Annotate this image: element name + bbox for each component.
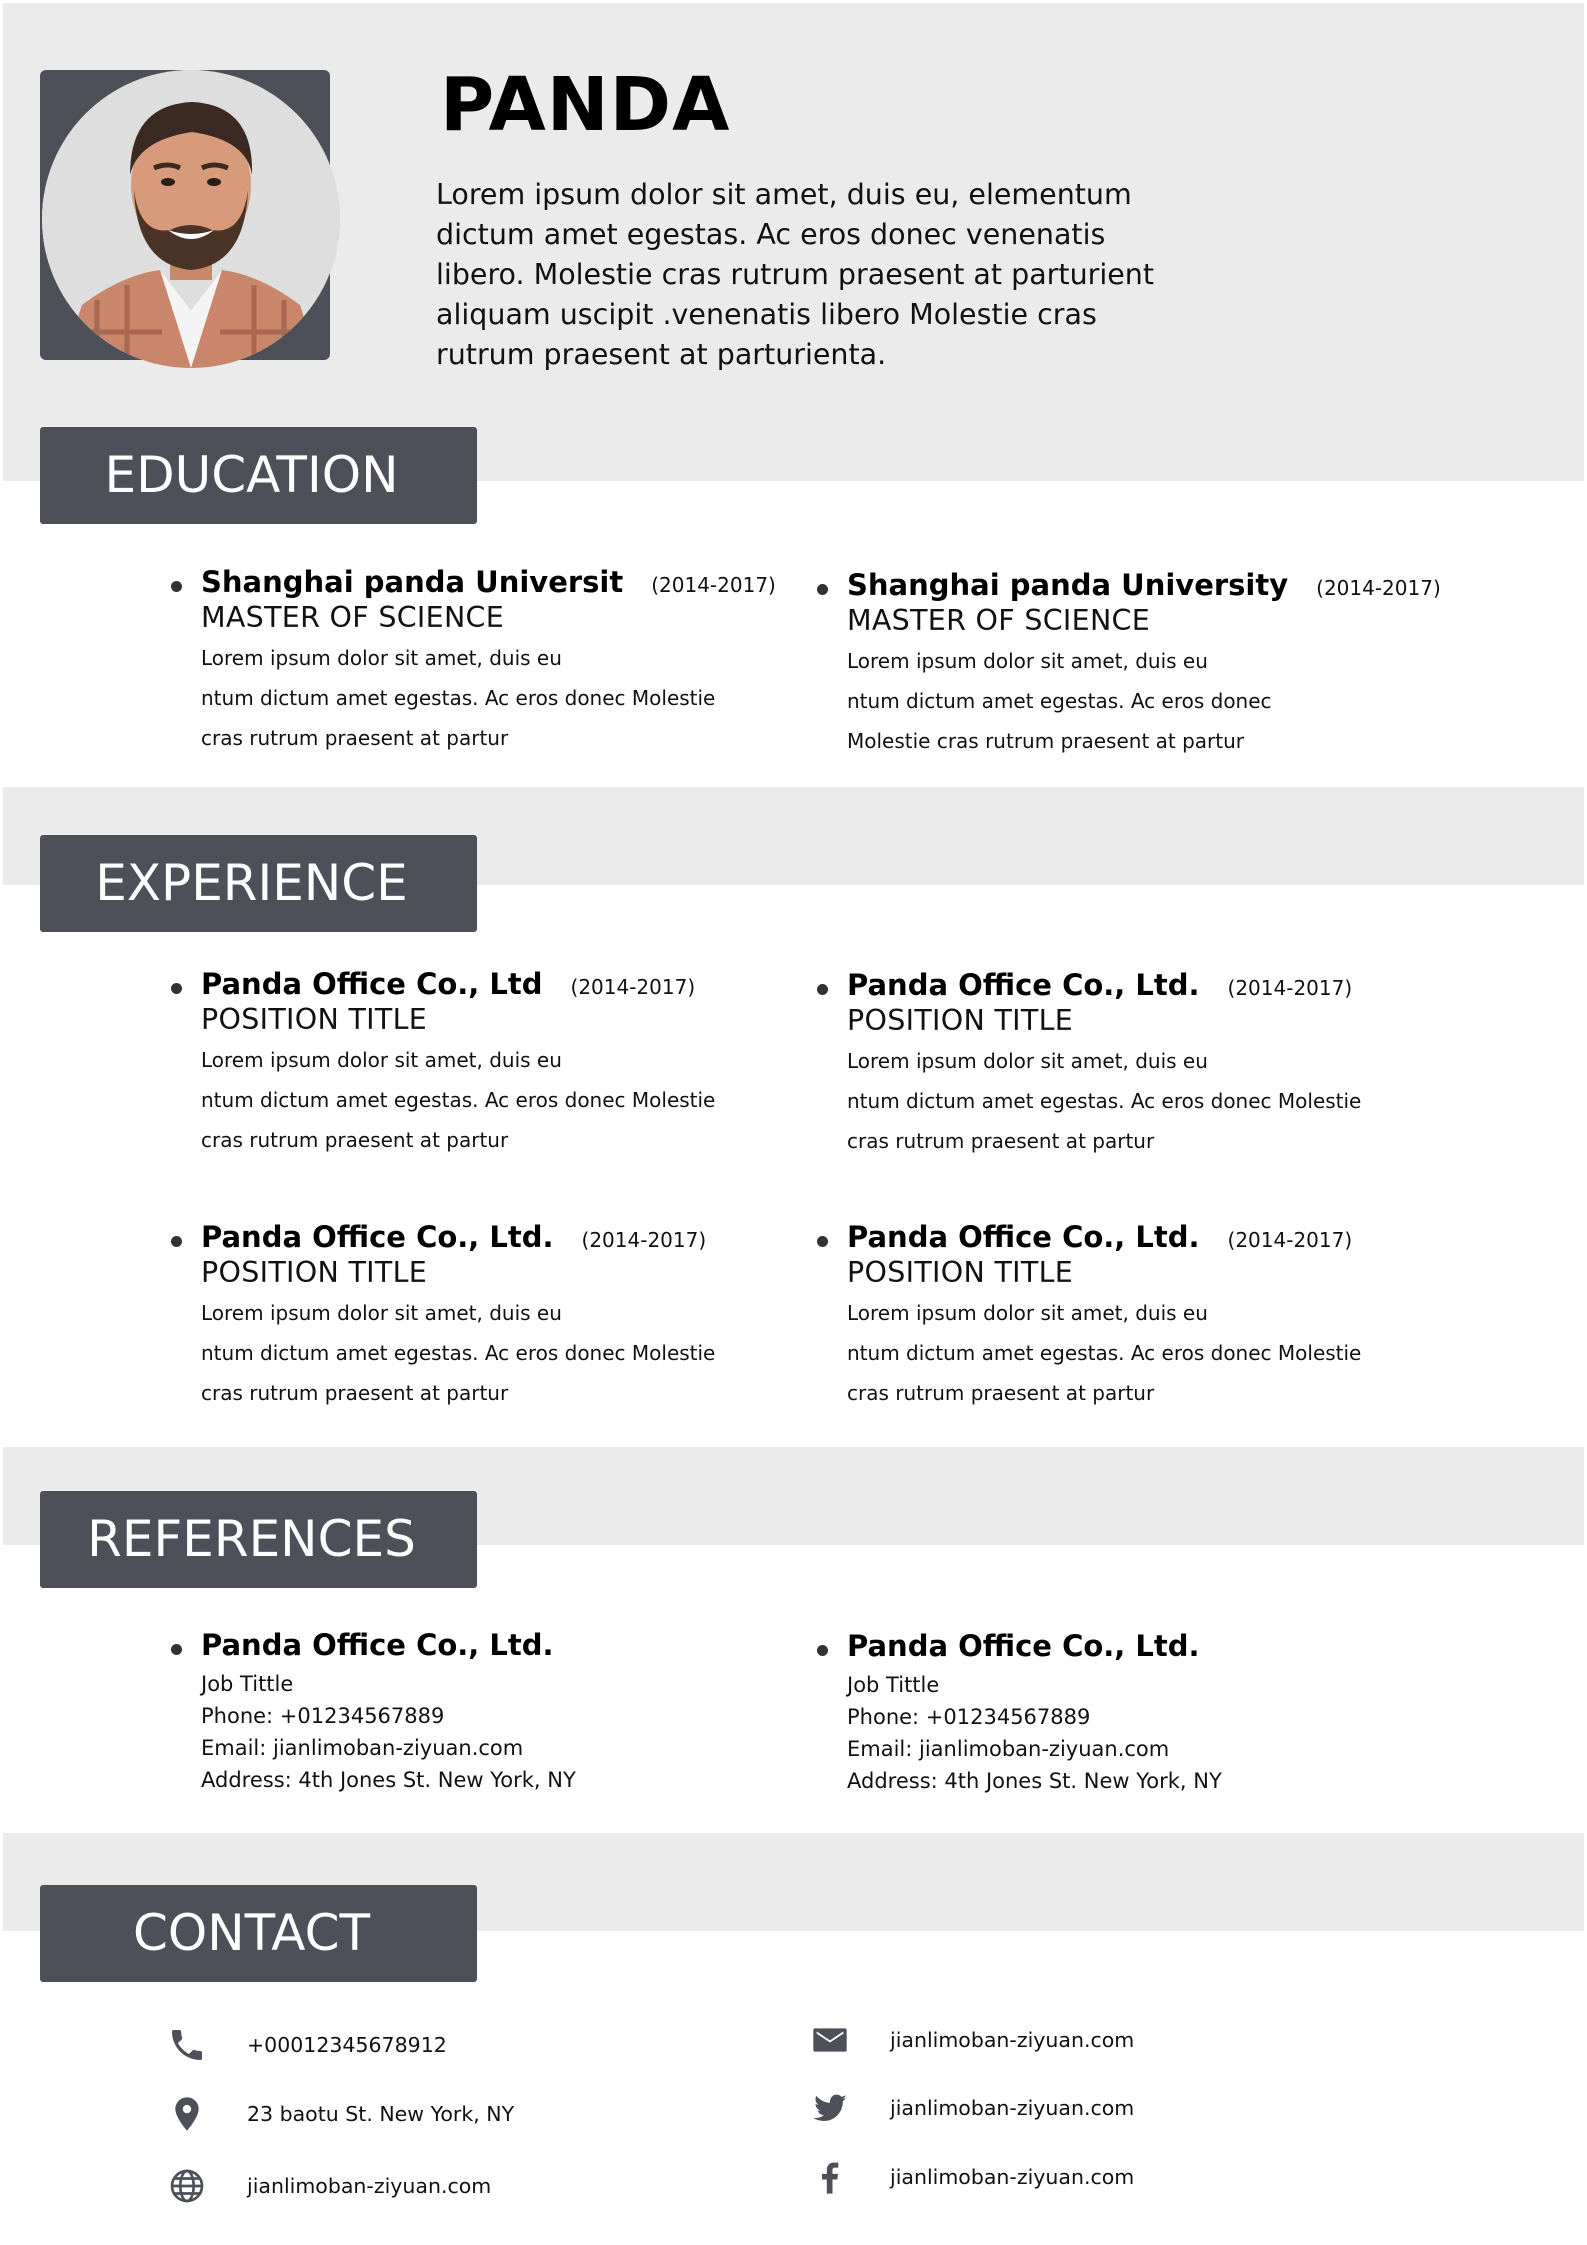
contact-facebook-text[interactable]: jianlimoban-ziyuan.com [890,2165,1135,2189]
description: Lorem ipsum dolor sit amet, duis eu ntum dictum amet egestas. Ac eros donec Molestie cras rutrum praesent at partur [201,646,716,750]
phone-icon [167,2025,207,2065]
contact-address [167,2092,514,2136]
contact-website [167,2164,491,2208]
location-pin-icon [167,2094,207,2134]
description: Lorem ipsum dolor sit amet, duis eu ntum dictum amet egestas. Ac eros donec Molestie cras rutrum praesent at partur [201,1301,716,1405]
experience-entry [201,1220,761,1413]
years: (2014-2017) [1316,576,1441,600]
contact-phone-text: +00012345678912 [247,2033,447,2057]
contact-email [810,2018,1134,2062]
reference-company: Panda Office Co., Ltd. [201,1628,554,1662]
years: (2014-2017) [651,573,776,597]
contact-twitter [810,2086,1134,2130]
bullet-dot [817,584,828,595]
reference-phone: Phone: +01234567889 [201,1704,445,1728]
school-name: Shanghai panda University [847,568,1289,602]
contact-phone [167,2023,447,2067]
reference-email[interactable]: Email: jianlimoban-ziyuan.com [201,1736,524,1760]
degree: MASTER OF SCIENCE [201,601,505,634]
section-heading-experience: EXPERIENCE [40,835,477,932]
contact-twitter-text[interactable]: jianlimoban-ziyuan.com [890,2096,1135,2120]
bullet-dot [171,1644,182,1655]
reference-entry [201,1628,761,1796]
contact-facebook [810,2155,1134,2199]
degree: MASTER OF SCIENCE [847,604,1151,637]
years: (2014-2017) [581,1228,707,1252]
section-heading-references: REFERENCES [40,1491,477,1588]
reference-entry [847,1629,1407,1797]
experience-entry [201,967,761,1160]
education-entry [201,565,776,758]
experience-entry [847,1220,1407,1413]
bullet-dot [171,1236,182,1247]
reference-email[interactable]: Email: jianlimoban-ziyuan.com [847,1737,1170,1761]
reference-phone: Phone: +01234567889 [847,1705,1091,1729]
reference-address: Address: 4th Jones St. New York, NY [847,1769,1222,1793]
reference-job: Job Tittle [201,1672,294,1696]
years: (2014-2017) [1227,976,1353,1000]
contact-email-text[interactable]: jianlimoban-ziyuan.com [890,2028,1135,2052]
envelope-icon [810,2020,850,2060]
company-name: Panda Office Co., Ltd. [201,1220,554,1254]
position-title: POSITION TITLE [847,1004,1074,1037]
description: Lorem ipsum dolor sit amet, duis eu ntum dictum amet egestas. Ac eros donec Molestie cras rutrum praesent at partur [201,1048,716,1152]
description: Lorem ipsum dolor sit amet, duis eu ntum dictum amet egestas. Ac eros donec Molestie cras rutrum praesent at partur [847,1301,1362,1405]
description: Lorem ipsum dolor sit amet, duis eu ntum dictum amet egestas. Ac eros donec Molestie cras rutrum praesent at partur [847,1049,1362,1153]
experience-entry [847,968,1407,1161]
education-entry [847,568,1441,761]
facebook-icon [810,2157,850,2197]
company-name: Panda Office Co., Ltd. [847,968,1200,1002]
bullet-dot [817,984,828,995]
intro-paragraph: Lorem ipsum dolor sit amet, duis eu, elementum dictum amet egestas. Ac eros donec venenatis libero. Molestie cras rutrum praesent at parturient aliquam uscipit .venenatis libero Molestie cras rutrum praesent at parturienta. [436,178,1155,371]
description: Lorem ipsum dolor sit amet, duis eu ntum dictum amet egestas. Ac eros donec Molestie cras rutrum praesent at partur [847,649,1272,753]
company-name: Panda Office Co., Ltd [201,967,543,1001]
globe-icon [167,2166,207,2206]
school-name: Shanghai panda Universit [201,565,624,599]
contact-address-text: 23 baotu St. New York, NY [247,2102,515,2126]
position-title: POSITION TITLE [201,1003,428,1036]
company-name: Panda Office Co., Ltd. [847,1220,1200,1254]
years: (2014-2017) [1227,1228,1353,1252]
years: (2014-2017) [570,975,696,999]
bullet-dot [817,1236,828,1247]
contact-website-text[interactable]: jianlimoban-ziyuan.com [247,2174,492,2198]
bullet-dot [171,983,182,994]
section-heading-contact: CONTACT [40,1885,477,1982]
position-title: POSITION TITLE [201,1256,428,1289]
bullet-dot [171,581,182,592]
candidate-name: PANDA [440,62,731,148]
reference-job: Job Tittle [847,1673,940,1697]
section-heading-education: EDUCATION [40,427,477,524]
reference-company: Panda Office Co., Ltd. [847,1629,1200,1663]
profile-photo [42,70,340,368]
twitter-icon [810,2088,850,2128]
reference-address: Address: 4th Jones St. New York, NY [201,1768,576,1792]
position-title: POSITION TITLE [847,1256,1074,1289]
bullet-dot [817,1645,828,1656]
